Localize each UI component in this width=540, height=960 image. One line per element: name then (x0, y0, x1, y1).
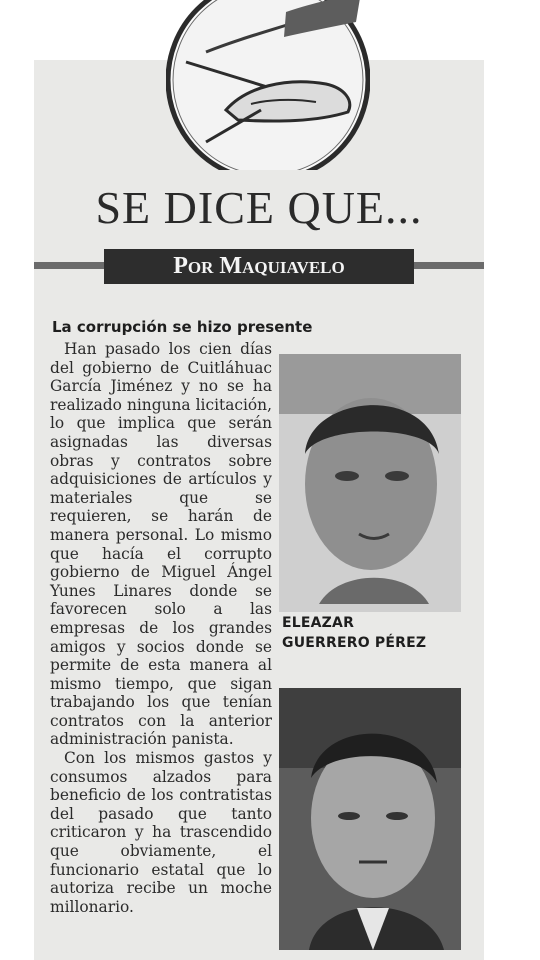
portrait-photo-icon (279, 688, 461, 950)
quill-hand-logo-icon (166, 0, 370, 170)
column-title: SE DICE QUE... (95, 182, 423, 233)
portrait-photo-1 (279, 354, 461, 612)
photo-caption: ELEAZAR GUERRERO PÉREZ (282, 615, 427, 651)
byline-banner: Por Maquiavelo (104, 249, 414, 284)
portrait-photo-2 (279, 688, 461, 950)
article-paragraph: Han pasado los cien días del gobierno de Cuitláhuac García Jiménez y no se ha realizado ninguna licitación, lo que implica que serán asignadas las diversas obras y contratos sobre adquisiciones de artículos y materiales que se requieren, se harán de manera personal. Lo mismo que hacía el corrupto gobierno de Miguel Ángel Yunes Linares donde se favorecen solo a las empresas de los grandes amigos y socios donde se permite de esta manera al mismo tiempo, que sigan trabajando los que tenían contratos con la anterior administración panista. (50, 340, 272, 749)
article-body (50, 340, 272, 916)
portrait-photo-icon (279, 354, 461, 612)
article-paragraph: Con los mismos gastos y consumos alzados para beneficio de los contratistas del pasado que tanto criticaron y ha trascendido que obviamente, el funcionario estatal que lo autoriza recibe un moche millonario. (50, 749, 272, 916)
banner-rule-left (34, 262, 104, 269)
article-heading: La corrupción se hizo presente (52, 318, 313, 336)
banner-rule-right (414, 262, 484, 269)
